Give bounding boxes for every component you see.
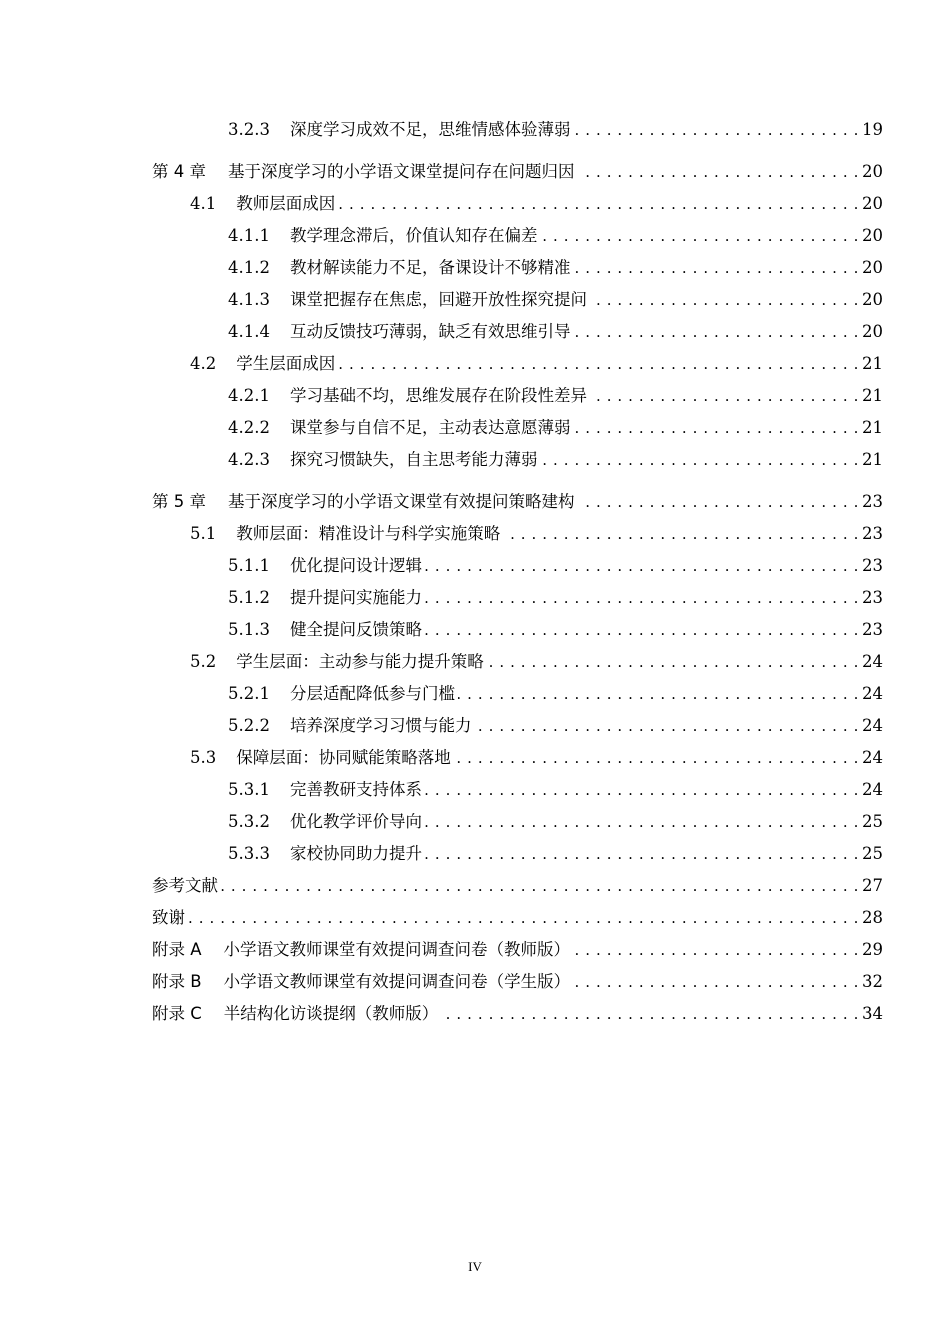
dot-leader <box>573 412 859 444</box>
toc-entry-number: 5.2 <box>190 652 217 671</box>
toc-entry-number: 4.2.2 <box>228 418 270 437</box>
toc-entry-page: 20 <box>862 290 883 309</box>
toc-entry-number: 4.1.2 <box>228 258 270 277</box>
dot-leader <box>425 838 859 870</box>
toc-entry-page: 21 <box>862 354 883 373</box>
toc-entry-title: 基于深度学习的小学语文课堂提问存在问题归因 <box>228 162 575 181</box>
toc-entry-page: 25 <box>862 812 883 831</box>
toc-entry-title: 教师层面：精准设计与科学实施策略 <box>236 524 501 543</box>
toc-references-entry[interactable] <box>0 870 883 902</box>
toc-entry-title: 优化提问设计逻辑 <box>289 556 422 575</box>
toc-entry-title: 教材解读能力不足，备课设计不够精准 <box>289 258 571 277</box>
toc-appendix-entry[interactable] <box>0 966 883 998</box>
toc-entry-page: 25 <box>862 844 883 863</box>
toc-entry-number: 5.1.2 <box>228 588 270 607</box>
table-of-contents <box>0 114 950 1030</box>
toc-entry-number: 5.2.1 <box>228 684 270 703</box>
toc-entry-number: 4.2 <box>190 354 217 373</box>
toc-entry[interactable] <box>0 550 883 582</box>
page-number-footer: IV <box>468 1259 482 1274</box>
dot-leader <box>487 646 859 678</box>
toc-entry-number: 附录 B <box>152 972 202 991</box>
toc-entry-title: 健全提问反馈策略 <box>289 620 422 639</box>
dot-leader <box>458 678 859 710</box>
toc-entry-title: 学习基础不均，思维发展存在阶段性差异 <box>289 386 587 405</box>
toc-acknowledgements-entry[interactable] <box>0 902 883 934</box>
toc-chapter-entry[interactable] <box>0 156 883 188</box>
toc-entry-number: 5.3 <box>190 748 217 767</box>
toc-entry-number: 附录 A <box>152 940 202 959</box>
toc-chapter-entry[interactable] <box>0 486 883 518</box>
toc-section-entry[interactable] <box>0 188 883 220</box>
toc-entry-number: 4.2.1 <box>228 386 270 405</box>
dot-leader <box>573 934 859 966</box>
toc-entry-page: 20 <box>862 194 883 213</box>
toc-section-entry[interactable] <box>0 348 883 380</box>
toc-section-entry[interactable] <box>0 518 883 550</box>
toc-appendix-entry[interactable] <box>0 934 883 966</box>
toc-entry-number: 附录 C <box>152 1004 202 1023</box>
toc-entry[interactable] <box>0 710 883 742</box>
toc-entry-page: 23 <box>862 556 883 575</box>
toc-entry[interactable] <box>0 380 883 412</box>
toc-entry-page: 32 <box>862 972 883 991</box>
toc-entry-number: 4.1.3 <box>228 290 270 309</box>
toc-entry[interactable] <box>0 614 883 646</box>
toc-entry-page: 21 <box>862 386 883 405</box>
toc-entry[interactable] <box>0 316 883 348</box>
toc-entry-title: 教学理念滞后，价值认知存在偏差 <box>289 226 538 245</box>
dot-leader <box>425 582 859 614</box>
dot-leader <box>503 518 859 550</box>
dot-leader <box>454 742 859 774</box>
toc-entry[interactable] <box>0 114 883 146</box>
dot-leader <box>540 220 859 252</box>
toc-entry-number: 4.1 <box>190 194 217 213</box>
toc-entry-title: 小学语文教师课堂有效提问调查问卷（学生版） <box>223 972 571 991</box>
toc-entry[interactable] <box>0 838 883 870</box>
toc-entry-number: 4.1.4 <box>228 322 270 341</box>
toc-entry[interactable] <box>0 582 883 614</box>
toc-entry-page: 24 <box>862 684 883 703</box>
toc-entry-title: 教师层面成因 <box>236 194 336 213</box>
dot-leader <box>338 348 859 380</box>
toc-entry-page: 20 <box>862 226 883 245</box>
toc-entry-page: 28 <box>862 908 883 927</box>
toc-section-entry[interactable] <box>0 742 883 774</box>
toc-entry-title: 课堂把握存在焦虑，回避开放性探究提问 <box>289 290 587 309</box>
toc-entry-title: 深度学习成效不足，思维情感体验薄弱 <box>289 120 571 139</box>
dot-leader <box>441 998 859 1030</box>
dot-leader <box>540 444 859 476</box>
dot-leader <box>425 614 859 646</box>
toc-entry-title: 互动反馈技巧薄弱，缺乏有效思维引导 <box>289 322 571 341</box>
toc-entry-title: 分层适配降低参与门槛 <box>289 684 455 703</box>
toc-entry-number: 4.2.3 <box>228 450 270 469</box>
toc-entry[interactable] <box>0 678 883 710</box>
toc-entry-number: 5.3.3 <box>228 844 270 863</box>
toc-entry-page: 24 <box>862 652 883 671</box>
toc-entry-title: 小学语文教师课堂有效提问调查问卷（教师版） <box>223 940 571 959</box>
toc-entry-page: 24 <box>862 780 883 799</box>
dot-leader <box>590 284 859 316</box>
toc-entry-title: 参考文献 <box>152 876 218 895</box>
toc-entry-page: 23 <box>862 524 883 543</box>
toc-entry-number: 第 5 章 <box>152 492 206 511</box>
toc-entry-page: 24 <box>862 716 883 735</box>
toc-entry-title: 培养深度学习习惯与能力 <box>289 716 472 735</box>
dot-leader <box>578 156 860 188</box>
dot-leader <box>578 486 860 518</box>
dot-leader <box>590 380 859 412</box>
toc-entry[interactable] <box>0 284 883 316</box>
toc-entry-title: 家校协同助力提升 <box>289 844 422 863</box>
toc-entry[interactable] <box>0 774 883 806</box>
toc-entry-number: 5.2.2 <box>228 716 270 735</box>
dot-leader <box>573 114 859 146</box>
toc-entry-number: 5.1.1 <box>228 556 270 575</box>
toc-entry[interactable] <box>0 444 883 476</box>
dot-leader <box>573 966 859 998</box>
toc-entry-number: 5.1 <box>190 524 217 543</box>
toc-entry-title: 半结构化访谈提纲（教师版） <box>223 1004 439 1023</box>
dot-leader <box>573 252 859 284</box>
toc-entry[interactable] <box>0 412 883 444</box>
toc-entry-number: 4.1.1 <box>228 226 270 245</box>
toc-section-entry[interactable] <box>0 646 883 678</box>
dot-leader <box>425 550 859 582</box>
toc-entry-title: 课堂参与自信不足，主动表达意愿薄弱 <box>289 418 571 437</box>
dot-leader <box>474 710 859 742</box>
toc-entry-page: 23 <box>862 492 883 511</box>
dot-leader <box>425 774 859 806</box>
toc-entry-title: 优化教学评价导向 <box>289 812 422 831</box>
toc-entry-title: 保障层面：协同赋能策略落地 <box>236 748 451 767</box>
toc-entry-number: 5.3.2 <box>228 812 270 831</box>
dot-leader <box>221 870 859 902</box>
toc-entry-page: 23 <box>862 620 883 639</box>
toc-entry-page: 34 <box>862 1004 883 1023</box>
toc-entry-number: 5.3.1 <box>228 780 270 799</box>
toc-entry-title: 基于深度学习的小学语文课堂有效提问策略建构 <box>228 492 575 511</box>
toc-entry-title: 学生层面：主动参与能力提升策略 <box>236 652 484 671</box>
dot-leader <box>338 188 859 220</box>
toc-entry-page: 23 <box>862 588 883 607</box>
toc-entry-page: 21 <box>862 418 883 437</box>
toc-entry-page: 20 <box>862 322 883 341</box>
toc-entry-number: 3.2.3 <box>228 120 270 139</box>
toc-entry-title: 学生层面成因 <box>236 354 336 373</box>
toc-entry-page: 20 <box>862 162 883 181</box>
toc-entry-page: 20 <box>862 258 883 277</box>
toc-entry[interactable] <box>0 806 883 838</box>
dot-leader <box>573 316 859 348</box>
toc-entry-title: 完善教研支持体系 <box>289 780 422 799</box>
toc-entry-number: 5.1.3 <box>228 620 270 639</box>
toc-entry-title: 探究习惯缺失，自主思考能力薄弱 <box>289 450 538 469</box>
toc-entry-number: 第 4 章 <box>152 162 206 181</box>
toc-entry[interactable] <box>0 220 883 252</box>
toc-entry[interactable] <box>0 252 883 284</box>
toc-entry-title: 提升提问实施能力 <box>289 588 422 607</box>
toc-entry-page: 21 <box>862 450 883 469</box>
toc-entry-title: 致谢 <box>152 908 185 927</box>
dot-leader <box>425 806 859 838</box>
toc-entry-page: 29 <box>862 940 883 959</box>
toc-entry-page: 27 <box>862 876 883 895</box>
dot-leader <box>188 902 859 934</box>
toc-entry-page: 19 <box>862 120 883 139</box>
toc-entry-page: 24 <box>862 748 883 767</box>
toc-appendix-entry[interactable] <box>0 998 883 1030</box>
